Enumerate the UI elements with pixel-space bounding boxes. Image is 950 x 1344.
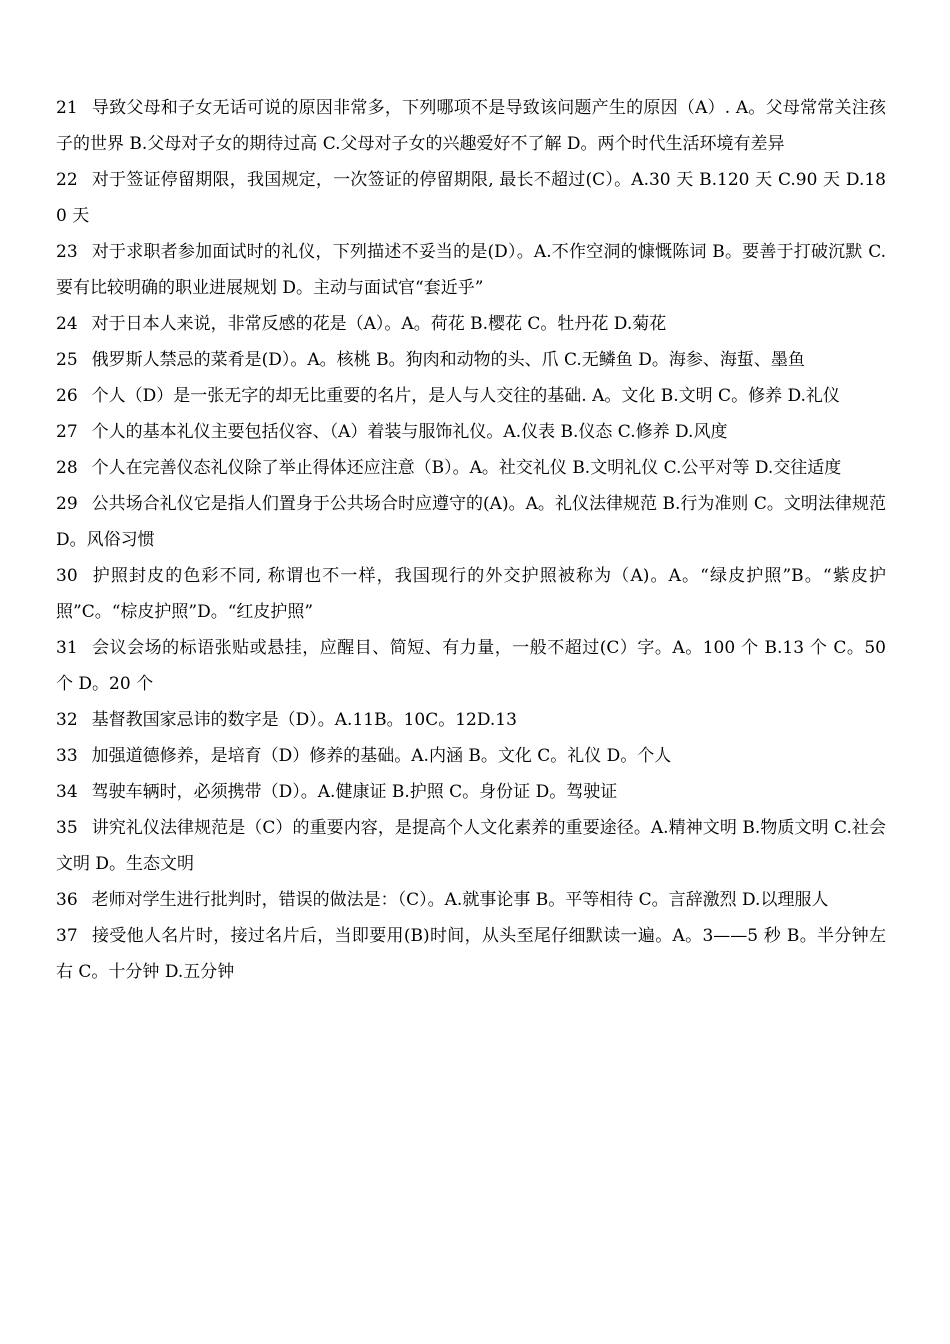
question-item [56, 702, 886, 738]
question-item [56, 882, 886, 918]
question-item [56, 90, 886, 162]
question-text: 个人在完善仪态礼仪除了举止得体还应注意（B）。A。社交礼仪 B.文明礼仪 C.公平对等 D.交往适度 [91, 458, 842, 478]
question-item [56, 162, 886, 234]
question-text: 护照封皮的色彩不同, 称谓也不一样，我国现行的外交护照被称为（A)。A。“绿皮护照”B。“紫皮护照”C。“棕皮护照”D。“红皮护照” [56, 566, 886, 622]
question-item [56, 378, 886, 414]
question-number: 36 [56, 890, 78, 910]
question-text: 导致父母和子女无话可说的原因非常多，下列哪项不是导致该问题产生的原因（A）. A。父母常常关注孩子的世界 B.父母对子女的期待过高 C.父母对子女的兴趣爱好不了解 D。两个时代生活环境有差异 [56, 98, 886, 154]
question-number: 32 [56, 710, 78, 730]
question-number: 23 [56, 242, 78, 262]
question-text: 对于签证停留期限，我国规定，一次签证的停留期限, 最长不超过(C）。A.30 天 B.120 天 C.90 天 D.180 天 [56, 170, 886, 226]
question-item [56, 810, 886, 882]
question-text: 公共场合礼仪它是指人们置身于公共场合时应遵守的(A)。A。礼仪法律规范 B.行为准则 C。文明法律规范 D。风俗习惯 [56, 494, 886, 550]
question-item [56, 486, 886, 558]
question-text: 个人的基本礼仪主要包括仪容、（A）着装与服饰礼仪。A.仪表 B.仪态 C.修养 D.风度 [91, 422, 728, 442]
question-text: 加强道德修养，是培育（D）修养的基础。A.内涵 B。文化 C。礼仪 D。个人 [91, 746, 672, 766]
question-text: 个人（D）是一张无字的却无比重要的名片，是人与人交往的基础. A。文化 B.文明 C。修养 D.礼仪 [91, 386, 840, 406]
question-text: 老师对学生进行批判时，错误的做法是：（C）。A.就事论事 B。平等相待 C。言辞激烈 D.以理服人 [91, 890, 829, 910]
question-text: 基督教国家忌讳的数字是（D）。A.11B。10C。12D.13 [91, 710, 517, 730]
question-number: 28 [56, 458, 78, 478]
question-number: 29 [56, 494, 78, 514]
question-number: 27 [56, 422, 78, 442]
question-number: 31 [56, 638, 78, 658]
question-number: 21 [56, 98, 78, 118]
question-item [56, 234, 886, 306]
question-item [56, 630, 886, 702]
question-item [56, 342, 886, 378]
question-text: 俄罗斯人禁忌的菜肴是(D）。A。核桃 B。狗肉和动物的头、爪 C.无鳞鱼 D。海参、海蜇、墨鱼 [91, 350, 805, 370]
question-number: 25 [56, 350, 78, 370]
question-item [56, 306, 886, 342]
question-number: 34 [56, 782, 78, 802]
question-text: 讲究礼仪法律规范是（C）的重要内容，是提高个人文化素养的重要途径。A.精神文明 B.物质文明 C.社会文明 D。生态文明 [56, 818, 886, 874]
question-number: 37 [56, 926, 78, 946]
question-item [56, 414, 886, 450]
question-number: 24 [56, 314, 78, 334]
question-text: 接受他人名片时，接过名片后，当即要用(B)时间，从头至尾仔细默读一遍。A。3——5 秒 B。半分钟左右 C。十分钟 D.五分钟 [56, 926, 886, 982]
question-number: 30 [56, 566, 78, 586]
question-item [56, 450, 886, 486]
question-text: 对于日本人来说，非常反感的花是（A）。A。荷花 B.樱花 C。牡丹花 D.菊花 [91, 314, 667, 334]
question-number: 26 [56, 386, 78, 406]
question-list [56, 90, 886, 990]
question-item [56, 774, 886, 810]
question-text: 会议会场的标语张贴或悬挂，应醒目、简短、有力量，一般不超过(C）字。A。100 个 B.13 个 C。50 个 D。20 个 [56, 638, 886, 694]
question-number: 22 [56, 170, 78, 190]
question-item [56, 738, 886, 774]
question-text: 对于求职者参加面试时的礼仪，下列描述不妥当的是(D）。A.不作空洞的慷慨陈词 B。要善于打破沉默 C.要有比较明确的职业进展规划 D。主动与面试官“套近乎” [56, 242, 886, 298]
question-item [56, 918, 886, 990]
question-item [56, 558, 886, 630]
question-number: 35 [56, 818, 78, 838]
question-number: 33 [56, 746, 78, 766]
question-text: 驾驶车辆时，必须携带（D）。A.健康证 B.护照 C。身份证 D。驾驶证 [91, 782, 618, 802]
